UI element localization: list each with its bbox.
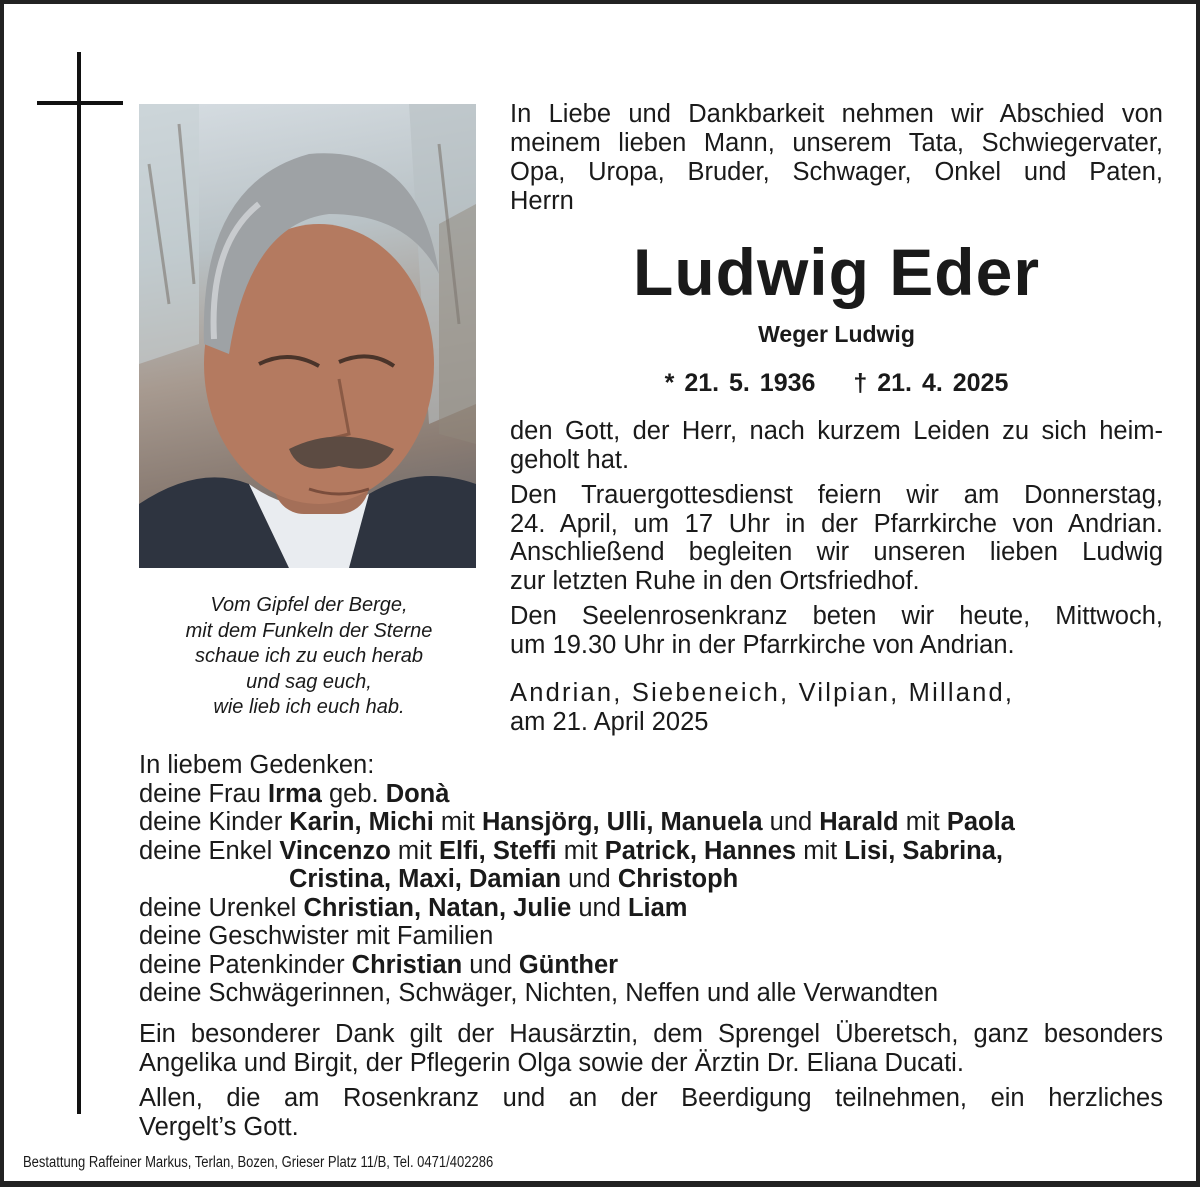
mourner-name: Harald: [819, 808, 899, 836]
mourner-name: Christoph: [617, 865, 739, 893]
birth-date: * 21. 5. 1936: [664, 369, 816, 397]
place-and-date: [510, 679, 1163, 737]
body-line: Den Trauergottesdienst feiern wir am Donnerstag,: [510, 481, 1163, 509]
cross-vertical-bar: [77, 52, 81, 1114]
mourner-text: deine Enkel: [139, 836, 280, 865]
intro-line: Opa, Uropa, Bruder, Schwager, Onkel und Paten,: [510, 158, 1163, 186]
mourner-text: geb.: [321, 779, 386, 808]
mourner-name: Liam: [627, 893, 688, 922]
intro-line: In Liebe und Dankbarkeit nehmen wir Abschied von: [510, 100, 1163, 128]
thanks-line: Allen, die am Rosenkranz und an der Beerdigung teilnehmen, ein herzliches: [139, 1084, 1163, 1112]
body-line: Anschließend begleiten wir unseren lieben Ludwig: [510, 538, 1163, 566]
mourner-text: deine Frau: [139, 779, 268, 808]
mourner-text: und: [462, 950, 519, 979]
mourner-great-grandchildren: [139, 894, 1169, 923]
body-line: 24. April, um 17 Uhr in der Pfarrkirche von Andrian.: [510, 509, 1163, 538]
mourner-text: deine Kinder: [139, 808, 290, 836]
mourner-text: mit: [796, 836, 845, 865]
thanks-line: Angelika und Birgit, der Pflegerin Olga sowie der Ärztin Dr. Eliana Ducati.: [139, 1049, 964, 1077]
mourner-grandchildren-cont: [139, 865, 1169, 894]
mourner-name: Karin, Michi: [289, 808, 434, 836]
mourner-name: Cristina, Maxi, Damian: [289, 865, 562, 893]
verse-line: und sag euch,: [246, 670, 372, 693]
mourner-text: deine Patenkinder: [139, 950, 352, 979]
mourner-name: Christian, Natan, Julie: [303, 893, 572, 922]
mourner-name: Lisi, Sabrina,: [844, 836, 1004, 865]
mourner-text: und: [762, 808, 820, 836]
mourner-name: Vincenzo: [279, 836, 391, 865]
mourner-name: Elfi, Steffi: [439, 836, 557, 865]
portrait-illustration: [139, 104, 476, 568]
mourner-text: und: [571, 893, 628, 922]
passing-paragraph: [510, 417, 1163, 474]
verse-line: mit dem Funkeln der Sterne: [185, 619, 433, 642]
body-line: zur letzten Ruhe in den Ortsfriedhof.: [510, 566, 920, 595]
intro-text: [510, 100, 1163, 216]
mourner-name: Paola: [946, 808, 1015, 836]
body-line: den Gott, der Herr, nach kurzem Leiden zu sich heim-: [510, 417, 1163, 445]
mourner-text: mit: [390, 836, 440, 865]
mourner-text: deine Urenkel: [139, 893, 304, 922]
deceased-nickname: Weger Ludwig: [758, 321, 915, 347]
verse-line: wie lieb ich euch hab.: [213, 696, 405, 718]
memorial-verse: [124, 593, 494, 721]
towns-line: Andrian, Siebeneich, Vilpian, Milland,: [510, 679, 1015, 707]
mourner-text: mit: [898, 808, 947, 836]
mourner-siblings: deine Geschwister mit Familien: [139, 922, 494, 950]
mourner-name: Günther: [518, 950, 619, 979]
rosary-paragraph: [510, 602, 1163, 659]
thanks-line: Vergelt’s Gott.: [139, 1113, 299, 1141]
verse-line: Vom Gipfel der Berge,: [210, 594, 408, 616]
death-date: † 21. 4. 2025: [853, 369, 1009, 397]
mourner-text: und: [561, 865, 618, 893]
thanks-paragraph: [139, 1084, 1163, 1142]
mourner-name: Christian: [351, 950, 463, 979]
portrait-photo: [139, 104, 476, 568]
intro-line: meinem lieben Mann, unserem Tata, Schwiegervater,: [510, 129, 1163, 157]
notice-date: am 21. April 2025: [510, 708, 709, 736]
acknowledgements: [139, 1020, 1163, 1148]
deceased-name: Ludwig Eder: [633, 235, 1040, 309]
mourner-grandchildren: [139, 837, 1169, 866]
cross-horizontal-bar: [37, 101, 123, 105]
mourner-name: Donà: [385, 779, 450, 808]
mourners-heading: In liebem Gedenken:: [139, 751, 375, 779]
mourners-list: [139, 751, 1169, 1008]
mourner-wife: [139, 780, 1169, 809]
mourner-name: Irma: [268, 779, 322, 808]
mourner-name: Patrick, Hannes: [604, 836, 797, 865]
funeral-home-footer: Bestattung Raffeiner Markus, Terlan, Bozen, Grieser Platz 11/B, Tel. 0471/402286: [23, 1154, 494, 1171]
funeral-service-paragraph: [510, 481, 1163, 595]
mourner-children: [139, 808, 1169, 837]
body-line: geholt hat.: [510, 445, 630, 474]
body-line: um 19.30 Uhr in der Pfarrkirche von Andrian.: [510, 630, 1015, 659]
mourner-name: Hansjörg, Ulli, Manuela: [481, 808, 763, 836]
thanks-line: Ein besonderer Dank gilt der Hausärztin, dem Sprengel Überetsch, ganz besonders: [139, 1020, 1163, 1048]
thanks-paragraph: [139, 1020, 1163, 1078]
verse-line: schaue ich zu euch herab: [195, 645, 423, 667]
life-dates: [510, 369, 1163, 398]
mourner-text: mit: [433, 808, 482, 836]
body-line: Den Seelenrosenkranz beten wir heute, Mittwoch,: [510, 602, 1163, 630]
mourner-godchildren: [139, 951, 1169, 980]
service-details: [510, 417, 1163, 666]
mourner-text: mit: [556, 836, 605, 865]
mourner-inlaws: deine Schwägerinnen, Schwäger, Nichten, Neffen und alle Verwandten: [139, 979, 939, 1007]
intro-line: Herrn: [510, 187, 574, 215]
